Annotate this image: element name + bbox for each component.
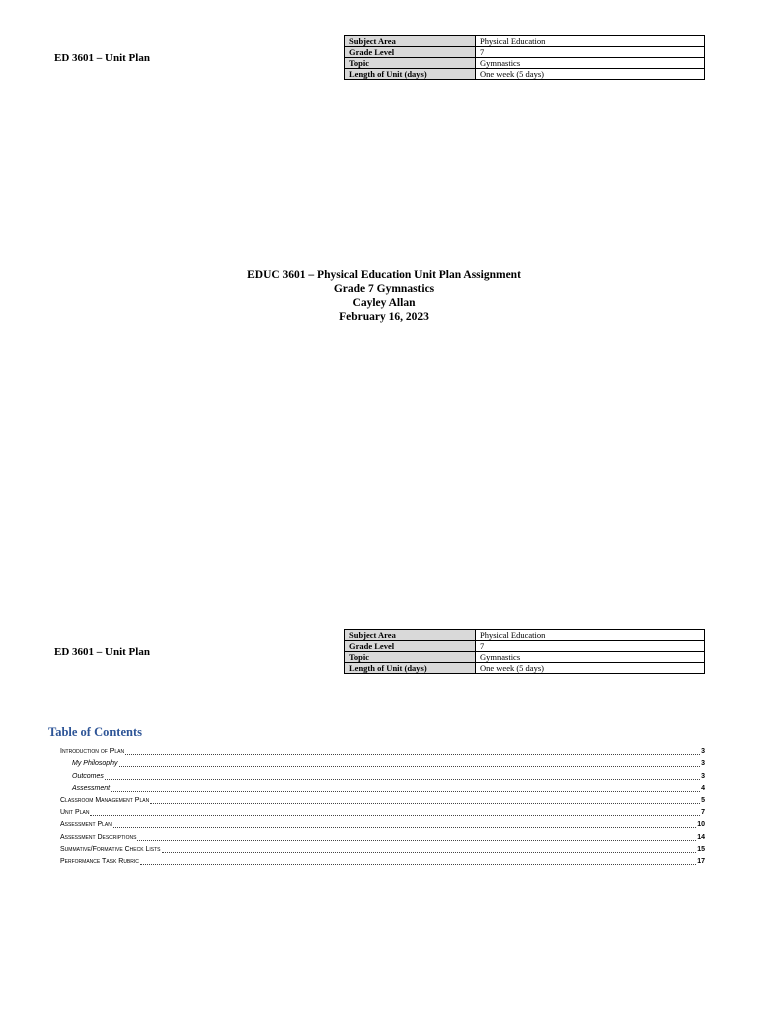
toc-entry-page: 3 xyxy=(701,748,705,756)
table-key: Grade Level xyxy=(345,641,476,652)
table-row xyxy=(345,652,705,663)
toc-entry[interactable] xyxy=(60,768,705,780)
toc-entry-label: Outcomes xyxy=(72,772,104,780)
toc-leader-dots xyxy=(137,840,696,841)
toc-entry-page: 17 xyxy=(697,857,705,865)
assignment-title: EDUC 3601 – Physical Education Unit Plan Assignment xyxy=(247,269,521,281)
toc-entry-page: 10 xyxy=(697,821,705,829)
table-value: 7 xyxy=(476,641,705,652)
toc-entry[interactable] xyxy=(60,756,705,768)
table-value: 7 xyxy=(476,47,705,58)
doc-label: ED 3601 – Unit Plan xyxy=(54,52,150,64)
assignment-date: February 16, 2023 xyxy=(339,311,429,323)
toc-entry[interactable] xyxy=(60,829,705,841)
table-row xyxy=(345,663,705,674)
toc-leader-dots xyxy=(90,815,700,816)
toc-entry-page: 7 xyxy=(701,809,705,817)
toc-entry[interactable] xyxy=(60,854,705,866)
table-row xyxy=(345,641,705,652)
toc-entry-label: Assessment Plan xyxy=(60,821,112,829)
toc-heading: Table of Contents xyxy=(48,725,142,739)
table-row xyxy=(345,58,705,69)
table-value: Physical Education xyxy=(476,630,705,641)
toc-entry-label: Unit Plan xyxy=(60,809,90,817)
toc-entry[interactable] xyxy=(60,842,705,854)
table-row xyxy=(345,630,705,641)
toc-leader-dots xyxy=(125,754,700,755)
table-key: Topic xyxy=(345,652,476,663)
toc-leader-dots xyxy=(113,827,696,828)
unit-info-table xyxy=(344,629,705,674)
table-row xyxy=(345,47,705,58)
toc-entry-label: Assessment xyxy=(72,784,111,792)
table-value: One week (5 days) xyxy=(476,663,705,674)
toc-entry[interactable] xyxy=(60,744,705,756)
toc-entry-page: 3 xyxy=(701,772,705,780)
toc-entry-page: 5 xyxy=(701,796,705,804)
table-key: Length of Unit (days) xyxy=(345,663,476,674)
title-block xyxy=(0,268,768,324)
table-value: Physical Education xyxy=(476,36,705,47)
toc-leader-dots xyxy=(105,779,700,780)
toc-entry[interactable] xyxy=(60,781,705,793)
doc-label: ED 3601 – Unit Plan xyxy=(54,646,150,658)
table-key: Length of Unit (days) xyxy=(345,69,476,80)
toc-entry[interactable] xyxy=(60,805,705,817)
table-of-contents xyxy=(60,744,705,866)
table-value: Gymnastics xyxy=(476,58,705,69)
toc-entry-label: Assessment Descriptions xyxy=(60,833,137,841)
toc-entry-page: 4 xyxy=(701,784,705,792)
toc-entry[interactable] xyxy=(60,817,705,829)
toc-entry[interactable] xyxy=(60,793,705,805)
table-row xyxy=(345,69,705,80)
table-value: Gymnastics xyxy=(476,652,705,663)
toc-entry-label: Introduction of Plan xyxy=(60,748,125,756)
unit-info-table xyxy=(344,35,705,80)
toc-leader-dots xyxy=(111,791,700,792)
table-key: Subject Area xyxy=(345,36,476,47)
toc-leader-dots xyxy=(150,803,700,804)
toc-entry-label: Classroom Management Plan xyxy=(60,796,150,804)
toc-leader-dots xyxy=(119,766,701,767)
assignment-subtitle: Grade 7 Gymnastics xyxy=(333,283,435,295)
table-key: Topic xyxy=(345,58,476,69)
toc-entry-label: Summative/Formative Check Lists xyxy=(60,845,161,853)
toc-entry-page: 14 xyxy=(697,833,705,841)
toc-leader-dots xyxy=(140,864,696,865)
toc-entry-label: My Philosophy xyxy=(72,760,118,768)
toc-entry-label: Performance Task Rubric xyxy=(60,857,139,865)
table-key: Grade Level xyxy=(345,47,476,58)
table-row xyxy=(345,36,705,47)
table-key: Subject Area xyxy=(345,630,476,641)
toc-entry-page: 15 xyxy=(697,845,705,853)
toc-leader-dots xyxy=(162,852,697,853)
toc-entry-page: 3 xyxy=(701,760,705,768)
author-name: Cayley Allan xyxy=(352,297,416,309)
table-value: One week (5 days) xyxy=(476,69,705,80)
